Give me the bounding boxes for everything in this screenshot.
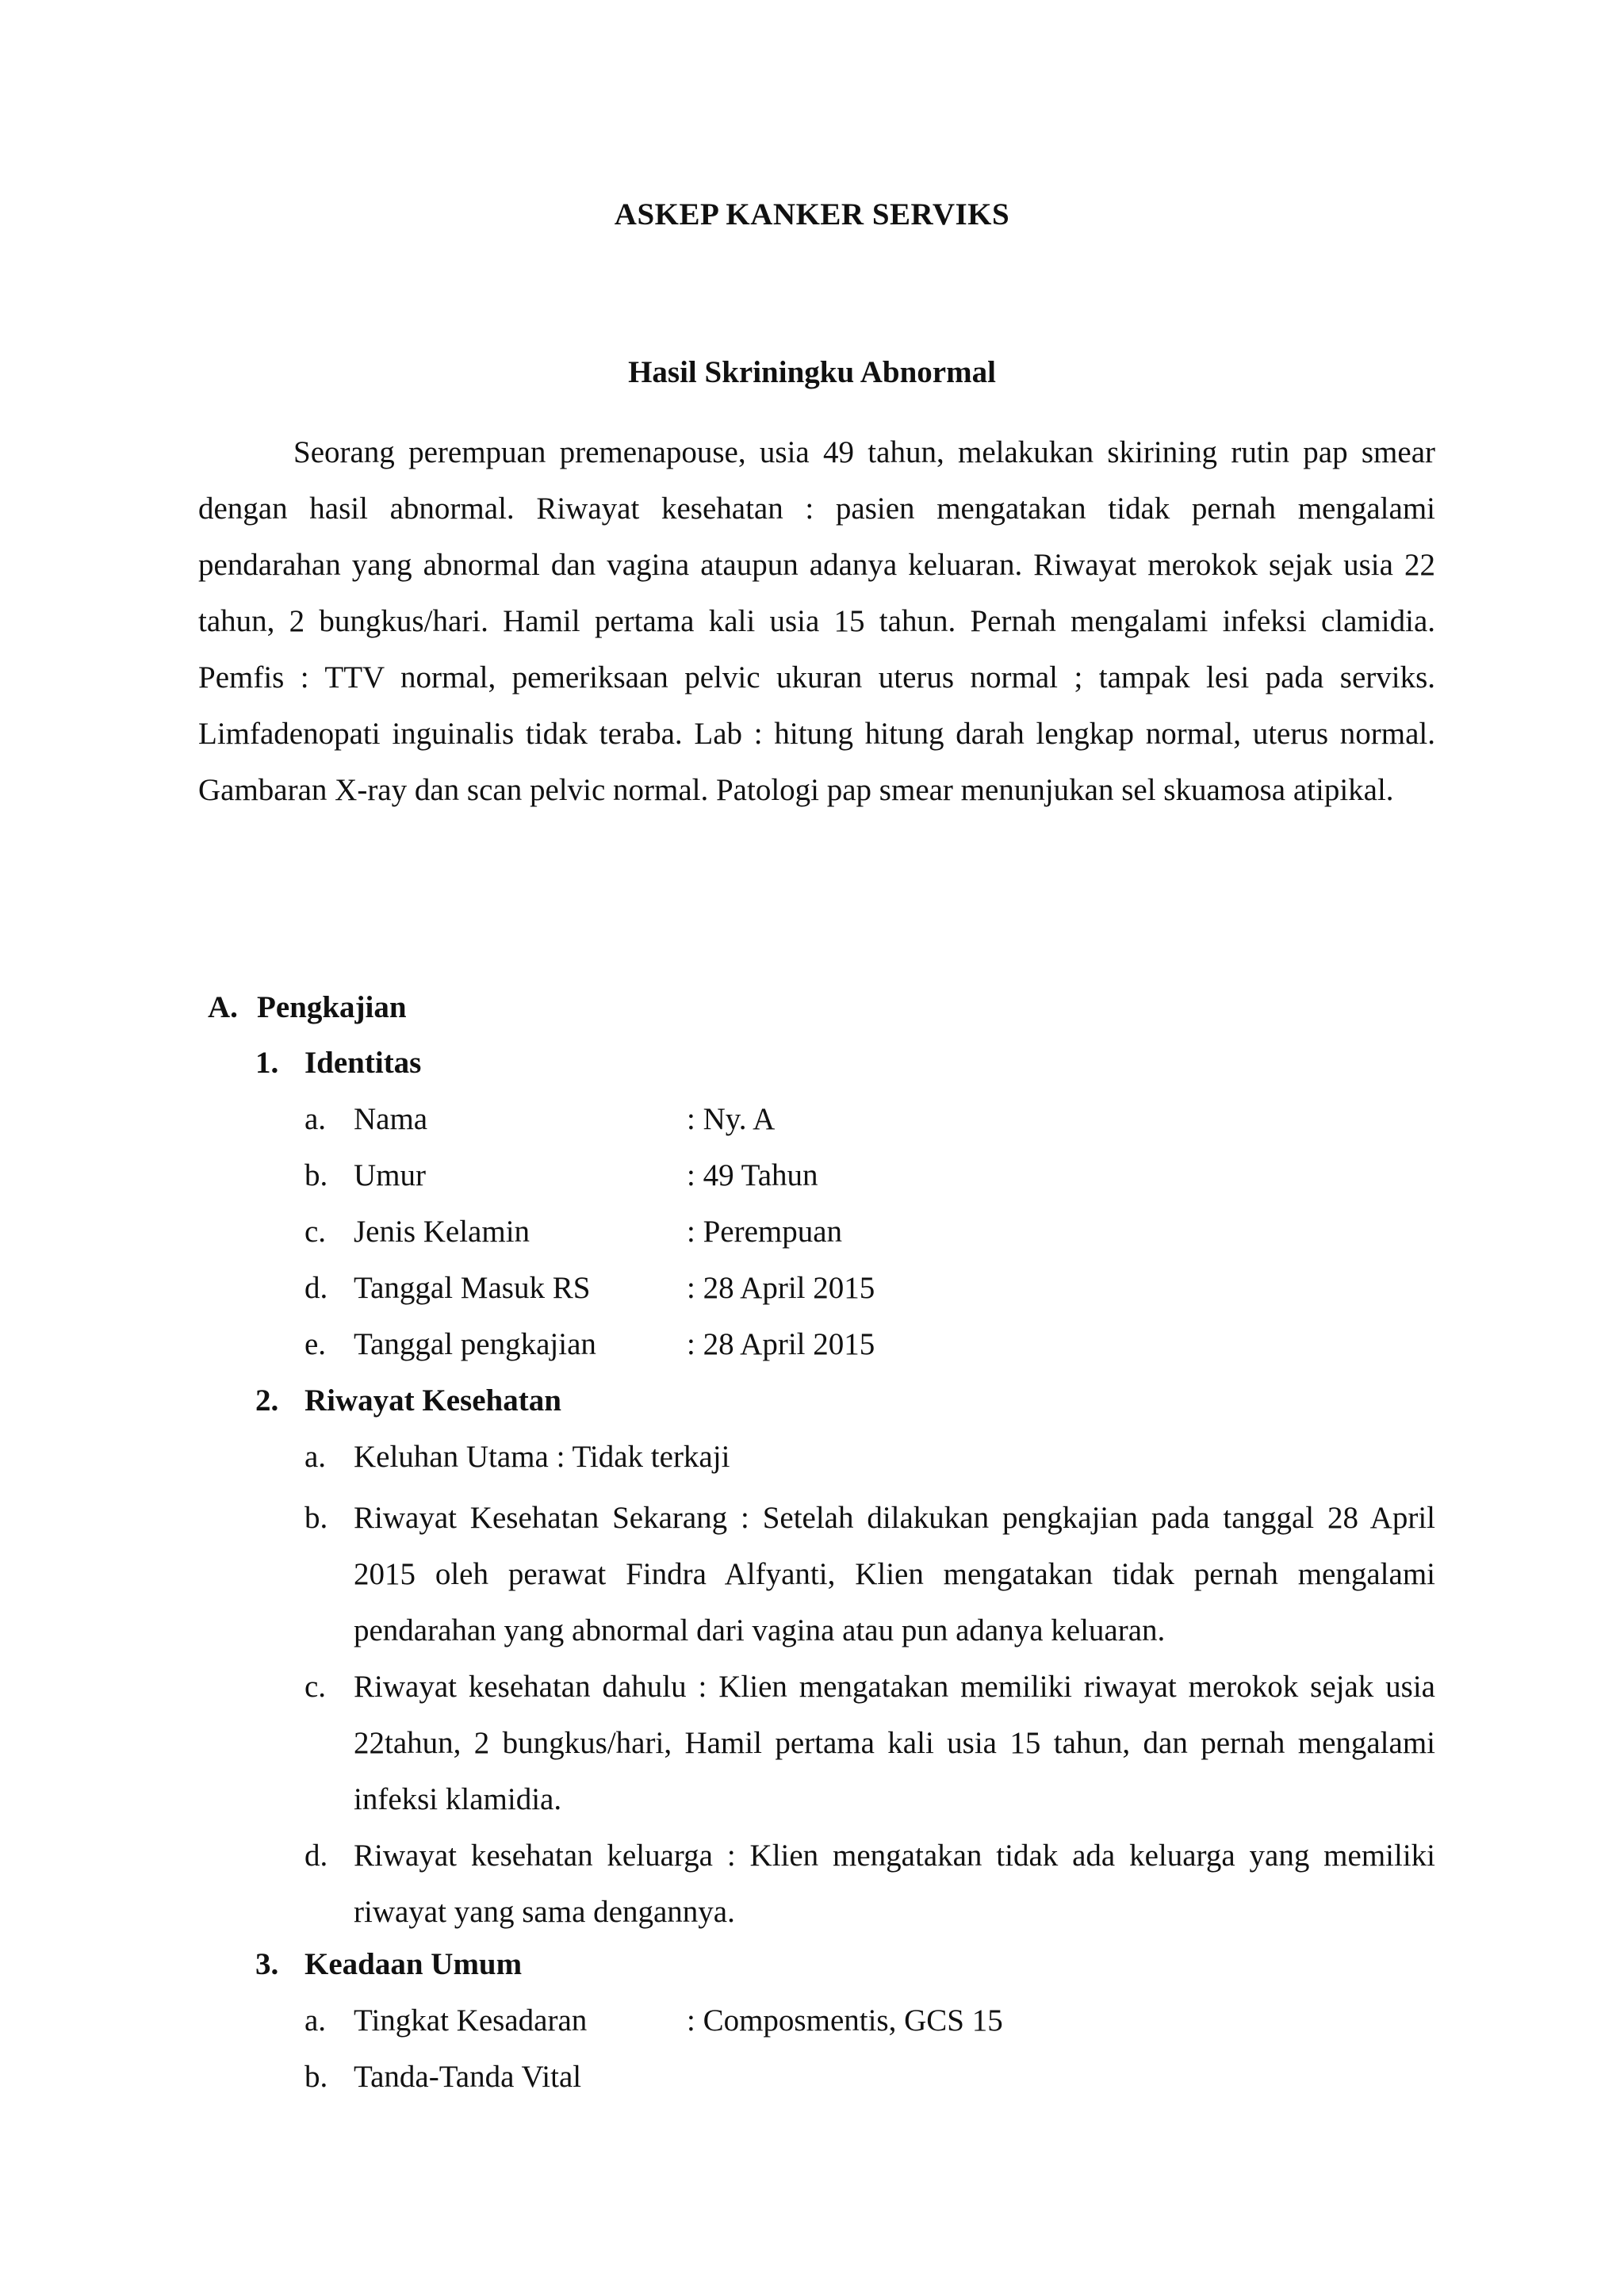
keadaan-row-tanda-vital [304, 2059, 1097, 2097]
item-value: : Ny. A [687, 1102, 776, 1136]
item-label: c. [304, 1215, 327, 1249]
riwayat-row-keluhan [304, 1439, 939, 1477]
keadaan-row-kesadaran [304, 2003, 1097, 2041]
item-label: a. [304, 2003, 327, 2038]
identitas-row-tanggal-pengkajian [304, 1326, 939, 1364]
identitas-title: Identitas [304, 1046, 422, 1080]
riwayat-label: 2. [255, 1383, 279, 1418]
item-text: Riwayat Kesehatan Sekarang : Setelah dilakukan pengkajian pada tanggal 28 April 2015 oleh perawat Findra Alfyanti, Klien mengatakan tidak pernah mengalami pendarahan yang abnormal dari vagina atau pun adanya keluaran. [354, 1501, 1435, 1647]
section-a-label: A. [208, 990, 238, 1024]
riwayat-paragraph-dahulu [304, 1659, 1435, 1827]
item-text: Riwayat kesehatan dahulu : Klien mengatakan memiliki riwayat merokok sejak usia 22tahun, 2 bungkus/hari, Hamil pertama kali usia 15 tahun, dan pernah mengalami infeksi klamidia. [354, 1670, 1435, 1816]
riwayat-title: Riwayat Kesehatan [304, 1383, 561, 1418]
document-title: ASKEP KANKER SERVIKS [614, 197, 1010, 232]
keadaan-title: Keadaan Umum [304, 1947, 523, 1981]
item-text: Tingkat Kesadaran [354, 2003, 588, 2038]
section-a-heading [208, 989, 407, 1025]
identitas-row-jenis-kelamin [304, 1214, 939, 1252]
document-subtitle: Hasil Skriningku Abnormal [628, 355, 996, 389]
riwayat-heading [255, 1383, 561, 1418]
item-text: Jenis Kelamin [354, 1215, 530, 1249]
section-a-title: Pengkajian [257, 990, 407, 1024]
item-text: Riwayat kesehatan keluarga : Klien mengatakan tidak ada keluarga yang memiliki riwayat yang sama dengannya. [354, 1839, 1435, 1929]
case-description: Seorang perempuan premenapouse, usia 49 tahun, melakukan skirining rutin pap smear dengan hasil abnormal. Riwayat kesehatan : pasien mengatakan tidak pernah mengalami pendarahan yang abnormal dan vagina ataupun adanya keluaran. Riwayat merokok sejak usia 22 tahun, 2 bungkus/hari. Hamil pertama kali usia 15 tahun. Pernah mengalami infeksi clamidia. Pemfis : TTV normal, pemeriksaan pelvic ukuran uterus normal ; tampak lesi pada serviks. Limfadenopati inguinalis tidak teraba. Lab : hitung hitung darah lengkap normal, uterus normal. Gambaran X-ray dan scan pelvic normal. Patologi pap smear menunjukan sel skuamosa atipikal. [198, 435, 1435, 807]
item-label: b. [304, 1501, 328, 1535]
identitas-label: 1. [255, 1046, 279, 1080]
identitas-row-umur [304, 1158, 939, 1196]
item-label: a. [304, 1102, 327, 1136]
item-label: c. [304, 1670, 327, 1704]
item-text: Tanggal pengkajian [354, 1327, 596, 1361]
item-value: : Composmentis, GCS 15 [687, 2003, 1003, 2038]
item-value: : Perempuan [687, 1215, 843, 1249]
item-value: : 49 Tahun [687, 1158, 818, 1192]
item-label: b. [304, 1158, 328, 1192]
keadaan-heading [255, 1946, 522, 1982]
item-value: : 28 April 2015 [687, 1327, 875, 1361]
item-label: d. [304, 1271, 328, 1305]
item-text: Keluhan Utama : Tidak terkaji [354, 1440, 730, 1474]
riwayat-paragraph-keluarga [304, 1827, 1435, 1940]
item-value: : 28 April 2015 [687, 1271, 875, 1305]
item-label: b. [304, 2060, 328, 2094]
item-label: e. [304, 1327, 327, 1361]
identitas-heading [255, 1045, 421, 1081]
item-text: Tanda-Tanda Vital [354, 2060, 582, 2094]
item-text: Tanggal Masuk RS [354, 1271, 591, 1305]
identitas-row-nama [304, 1101, 939, 1139]
riwayat-paragraph-sekarang [304, 1490, 1435, 1659]
item-label: a. [304, 1440, 327, 1474]
item-text: Umur [354, 1158, 426, 1192]
item-text: Nama [354, 1102, 428, 1136]
keadaan-label: 3. [255, 1947, 279, 1981]
item-label: d. [304, 1839, 328, 1873]
identitas-row-tanggal-masuk [304, 1270, 939, 1308]
